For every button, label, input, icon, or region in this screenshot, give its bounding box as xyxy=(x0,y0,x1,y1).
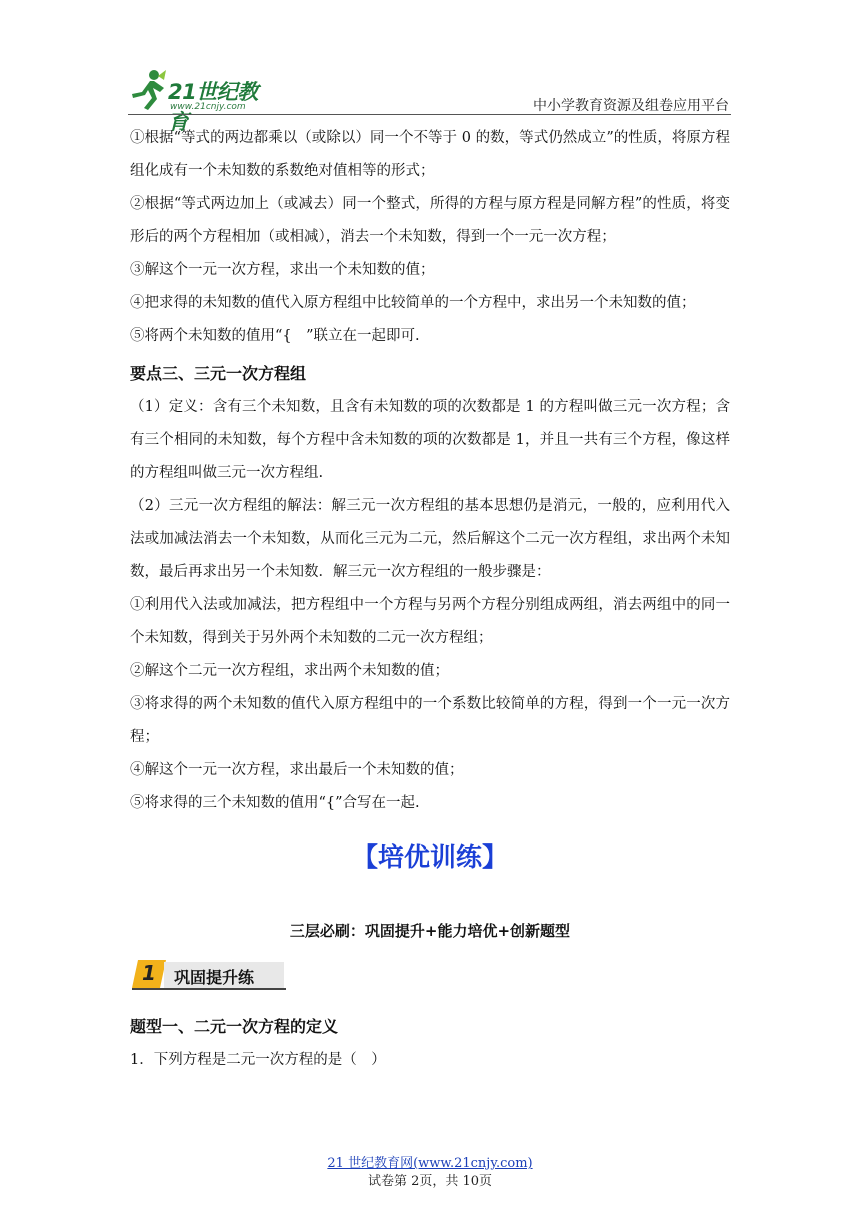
section-heading: 要点三、三元一次方程组 xyxy=(130,364,307,383)
step-paragraph: ①利用代入法或加减法，把方程组中一个方程与另两个方程分别组成两组，消去两组中的同一个未知数，得到关于另外两个未知数的二元一次方程组； xyxy=(130,597,730,646)
step-paragraph: ⑤将求得的三个未知数的值用“{”合写在一起. xyxy=(130,795,420,811)
brand-site: www.21cnjy.com xyxy=(170,102,246,112)
brand-name: 21世纪教育 xyxy=(168,80,258,134)
training-banner: 【培优训练】 xyxy=(351,843,508,873)
badge-number: 1 xyxy=(142,961,156,985)
step-paragraph: ②根据“等式两边加上（或减去）同一个整式，所得的方程与原方程是同解方程”的性质，将变形后的两个方程相加（或相减），消去一个未知数，得到一个一元一次方程； xyxy=(130,196,730,245)
method-paragraph: （2）三元一次方程组的解法：解三元一次方程组的基本思想仍是消元，一般的，应利用代入法或加减法消去一个未知数，从而化三元为二元，然后解这个二元一次方程组，求出两个未知数，最后再求出另一个未知数．解三元一次方程组的一般步骤是： xyxy=(130,498,730,580)
document-body xyxy=(130,122,730,1077)
step-paragraph: ③解这个一元一次方程，求出一个未知数的值； xyxy=(130,262,435,278)
level-badge xyxy=(130,958,290,992)
step-paragraph: ③将求得的两个未知数的值代入原方程组中的一个系数比较简单的方程，得到一个一元一次方程； xyxy=(130,696,730,745)
platform-title: 中小学教育资源及组卷应用平台 xyxy=(533,98,729,114)
question-text: 1．下列方程是二元一次方程的是（ ） xyxy=(130,1052,386,1068)
step-paragraph: ④把求得的未知数的值代入原方程组中比较简单的一个方程中，求出另一个未知数的值； xyxy=(130,295,696,311)
header-divider xyxy=(128,114,731,115)
step-paragraph: ⑤将两个未知数的值用“{ ”联立在一起即可. xyxy=(130,328,420,344)
training-subtitle: 三层必刷：巩固提升+能力培优+创新题型 xyxy=(289,922,571,940)
badge-label: 巩固提升练 xyxy=(174,968,255,987)
page-number: 试卷第 2页，共 10页 xyxy=(367,1174,493,1189)
step-paragraph: ①根据“等式的两边都乘以（或除以）同一个不等于 0 的数，等式仍然成立”的性质，将原方程组化成有一个未知数的系数绝对值相等的形式； xyxy=(130,130,730,179)
runner-logo-icon xyxy=(128,68,168,112)
page-header xyxy=(128,62,731,134)
question-type-heading: 题型一、二元一次方程的定义 xyxy=(130,1017,339,1036)
step-paragraph: ②解这个二元一次方程组，求出两个未知数的值； xyxy=(130,663,449,679)
logo xyxy=(128,68,278,134)
step-paragraph: ④解这个一元一次方程，求出最后一个未知数的值； xyxy=(130,762,464,778)
footer-link[interactable]: 21 世纪教育网(www.21cnjy.com) xyxy=(327,1156,533,1171)
definition-paragraph: （1）定义：含有三个未知数，且含有未知数的项的次数都是 1 的方程叫做三元一次方程；含有三个相同的未知数，每个方程中含未知数的项的次数都是 1，并且一共有三个方程，像这样的方程组叫做三元一次方程组. xyxy=(130,399,730,481)
